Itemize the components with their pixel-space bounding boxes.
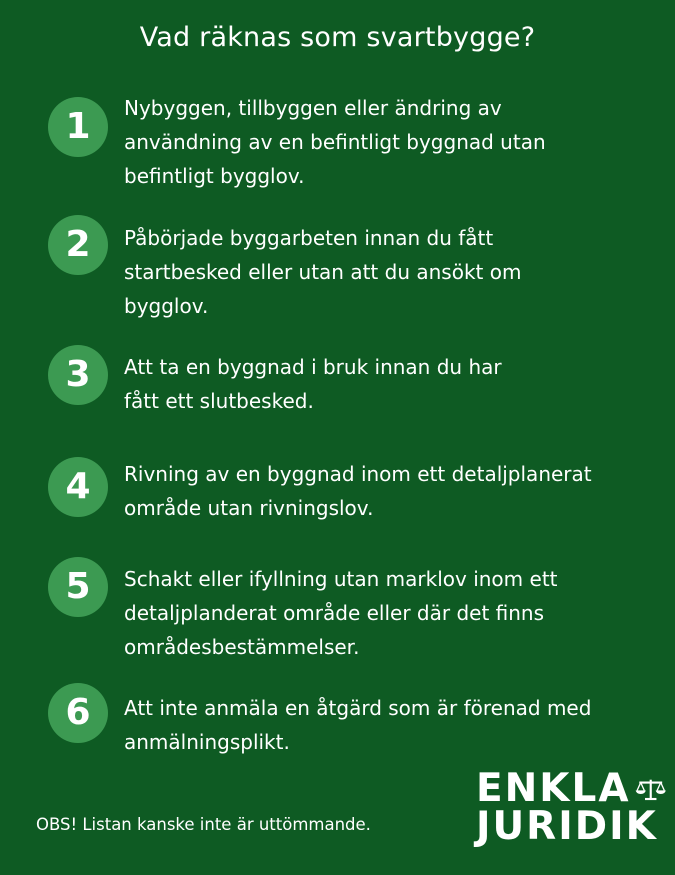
number-badge: 3: [48, 345, 108, 405]
disclaimer-note: OBS! Listan kanske inte är uttömmande.: [36, 815, 371, 834]
list-item-text: Att ta en byggnad i bruk innan du har fått ett slutbesked.: [124, 355, 502, 413]
number-badge: 4: [48, 457, 108, 517]
logo-word-juridik: JURIDIK: [476, 804, 658, 849]
number-badge: 5: [48, 557, 108, 617]
logo-word-enkla: ENKLA: [476, 766, 631, 811]
number-badge: 1: [48, 97, 108, 157]
list-item-text: Att inte anmäla en åtgärd som är förenad med anmälningsplikt.: [124, 696, 592, 754]
list-item-text: Påbörjade byggarbeten innan du fått startbesked eller utan att du ansökt om bygglov.: [124, 226, 522, 318]
list-item-text: Nybyggen, tillbyggen eller ändring av användning av en befintligt byggnad utan befintligt bygglov.: [124, 96, 546, 188]
list-item-text: Schakt eller ifyllning utan marklov inom ett detaljplanderat område eller där det finns områdesbestämmelser.: [124, 567, 558, 659]
enkla-juridik-logo: [476, 766, 666, 854]
list-item-text: Rivning av en byggnad inom ett detaljplanerat område utan rivningslov.: [124, 462, 592, 520]
number-badge: 2: [48, 215, 108, 275]
page-title: Vad räknas som svartbygge?: [139, 22, 536, 53]
number-badge: 6: [48, 683, 108, 743]
scale-icon: [635, 772, 666, 806]
